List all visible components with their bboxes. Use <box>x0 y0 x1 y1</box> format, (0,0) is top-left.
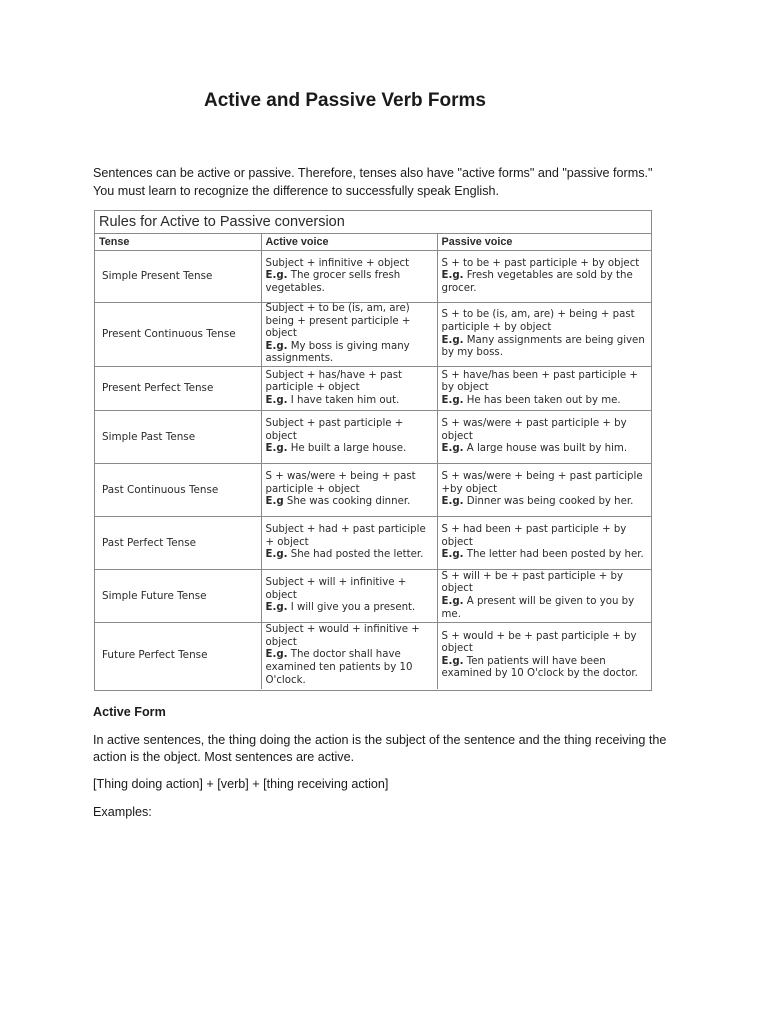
active-voice-cell <box>261 464 437 517</box>
passive-voice-cell <box>437 303 651 367</box>
example-label: E.g. <box>265 602 288 614</box>
passive-example <box>442 496 648 509</box>
example-label: E.g. <box>265 270 288 282</box>
passive-example <box>442 549 648 562</box>
table-row <box>95 303 651 367</box>
rules-table <box>94 210 652 691</box>
passive-rule: S + have/has been + past participle + by object <box>441 369 638 394</box>
example-text: My boss is giving many assignments. <box>265 340 410 365</box>
passive-rule: S + to be (is, am, are) + being + past participle + by object <box>441 309 635 333</box>
passive-voice-cell <box>437 517 651 570</box>
tense-cell: Simple Past Tense <box>95 411 261 464</box>
header-tense: Tense <box>95 234 261 251</box>
active-voice-cell <box>261 367 437 411</box>
active-rule: Subject + to be (is, am, are) being + present participle + object <box>265 303 411 340</box>
passive-rule: S + was/were + being + past participle +by object <box>441 471 643 495</box>
example-label: E.g. <box>441 655 464 667</box>
example-text: He has been taken out by me. <box>463 394 621 406</box>
active-example <box>266 395 433 408</box>
example-text: Dinner was being cooked by her. <box>463 496 634 508</box>
table-row <box>95 367 651 411</box>
passive-rule: S + would + be + past participle + by object <box>441 630 637 655</box>
example-text: I have taken him out. <box>287 394 400 406</box>
active-rule: Subject + had + past participle + object <box>265 524 426 548</box>
table-row <box>95 570 651 623</box>
active-voice-cell <box>261 570 437 623</box>
active-voice-cell <box>261 303 437 367</box>
active-rule: Subject + past participle + object <box>265 418 404 442</box>
table-header-row <box>95 234 651 251</box>
example-text: She was cooking dinner. <box>283 496 411 508</box>
passive-voice-cell <box>437 251 651 303</box>
passive-rule: S + was/were + past participle + by object <box>441 418 627 442</box>
table-row <box>95 517 651 570</box>
tense-cell: Simple Future Tense <box>95 570 261 623</box>
tense-cell: Present Continuous Tense <box>95 303 261 367</box>
passive-rule: S + to be + past participle + by object <box>441 257 640 269</box>
example-label: E.g. <box>441 549 464 561</box>
active-example <box>266 270 433 295</box>
example-text: The letter had been posted by her. <box>463 549 644 561</box>
table-row <box>95 464 651 517</box>
example-text: Fresh vegetables are sold by the grocer. <box>441 270 633 294</box>
active-rule: S + was/were + being + past participle + object <box>265 471 416 495</box>
example-text: She had posted the letter. <box>287 549 424 561</box>
example-label: E.g. <box>441 596 464 607</box>
active-voice-cell <box>261 251 437 303</box>
passive-example <box>442 335 648 360</box>
active-rule: Subject + would + infinitive + object <box>265 624 420 648</box>
passive-voice-cell <box>437 411 651 464</box>
passive-example <box>442 656 648 681</box>
active-voice-cell <box>261 411 437 464</box>
active-form-paragraph: In active sentences, the thing doing the action is the subject of the sentence and the thing receiving the action is the object. Most sentences are active. <box>93 733 667 764</box>
passive-voice-cell <box>437 570 651 623</box>
example-text: The grocer sells fresh vegetables. <box>265 270 401 294</box>
active-voice-cell <box>261 517 437 570</box>
tense-cell: Future Perfect Tense <box>95 623 261 689</box>
active-example <box>266 602 433 615</box>
table-row <box>95 411 651 464</box>
active-form-heading: Active Form <box>93 705 166 719</box>
active-example <box>266 341 433 366</box>
example-label: E.g. <box>441 443 464 455</box>
tense-cell: Past Perfect Tense <box>95 517 261 570</box>
header-active-voice: Active voice <box>261 234 437 251</box>
passive-voice-cell <box>437 367 651 411</box>
example-text: A large house was built by him. <box>463 443 628 455</box>
page-title: Active and Passive Verb Forms <box>204 90 486 111</box>
active-rule: Subject + infinitive + object <box>265 257 410 269</box>
example-text: The doctor shall have examined ten patients by 10 O'clock. <box>265 649 413 686</box>
example-text: A present will be given to you by me. <box>441 596 635 620</box>
tense-cell: Present Perfect Tense <box>95 367 261 411</box>
passive-example <box>442 395 648 408</box>
example-label: E.g. <box>265 443 288 455</box>
active-example <box>266 649 433 687</box>
example-label: E.g. <box>265 549 288 561</box>
example-label: E.g. <box>265 649 288 661</box>
tense-cell: Simple Present Tense <box>95 251 261 303</box>
example-text: Many assignments are being given by my boss. <box>441 334 645 359</box>
conversion-table <box>95 234 651 689</box>
example-label: E.g. <box>441 496 464 508</box>
example-label: E.g. <box>441 270 464 282</box>
passive-rule: S + had been + past participle + by object <box>441 524 627 548</box>
active-example <box>266 496 433 509</box>
example-text: I will give you a present. <box>287 602 416 614</box>
active-example <box>266 549 433 562</box>
tense-cell: Past Continuous Tense <box>95 464 261 517</box>
passive-voice-cell <box>437 464 651 517</box>
intro-paragraph: Sentences can be active or passive. Therefore, tenses also have "active forms" and "passive forms." You must learn to recognize the difference to successfully speak English. <box>93 166 653 198</box>
passive-example <box>442 596 648 621</box>
examples-label: Examples: <box>93 805 152 819</box>
active-rule: Subject + will + infinitive + object <box>265 577 407 601</box>
example-label: E.g. <box>265 394 288 406</box>
active-example <box>266 443 433 456</box>
example-label: E.g <box>265 496 284 508</box>
table-caption: Rules for Active to Passive conversion <box>95 211 651 234</box>
example-label: E.g. <box>441 394 464 406</box>
table-row <box>95 251 651 303</box>
active-voice-cell <box>261 623 437 689</box>
example-label: E.g. <box>441 334 464 346</box>
example-text: He built a large house. <box>287 443 407 455</box>
active-form-formula: [Thing doing action] + [verb] + [thing receiving action] <box>93 777 389 791</box>
example-text: Ten patients will have been examined by 10 O'clock by the doctor. <box>441 655 638 680</box>
passive-example <box>442 270 648 295</box>
passive-voice-cell <box>437 623 651 689</box>
active-rule: Subject + has/have + past participle + object <box>265 369 403 394</box>
header-passive-voice: Passive voice <box>437 234 651 251</box>
passive-example <box>442 443 648 456</box>
passive-rule: S + will + be + past participle + by object <box>441 570 624 595</box>
table-row <box>95 623 651 689</box>
example-label: E.g. <box>265 340 288 352</box>
